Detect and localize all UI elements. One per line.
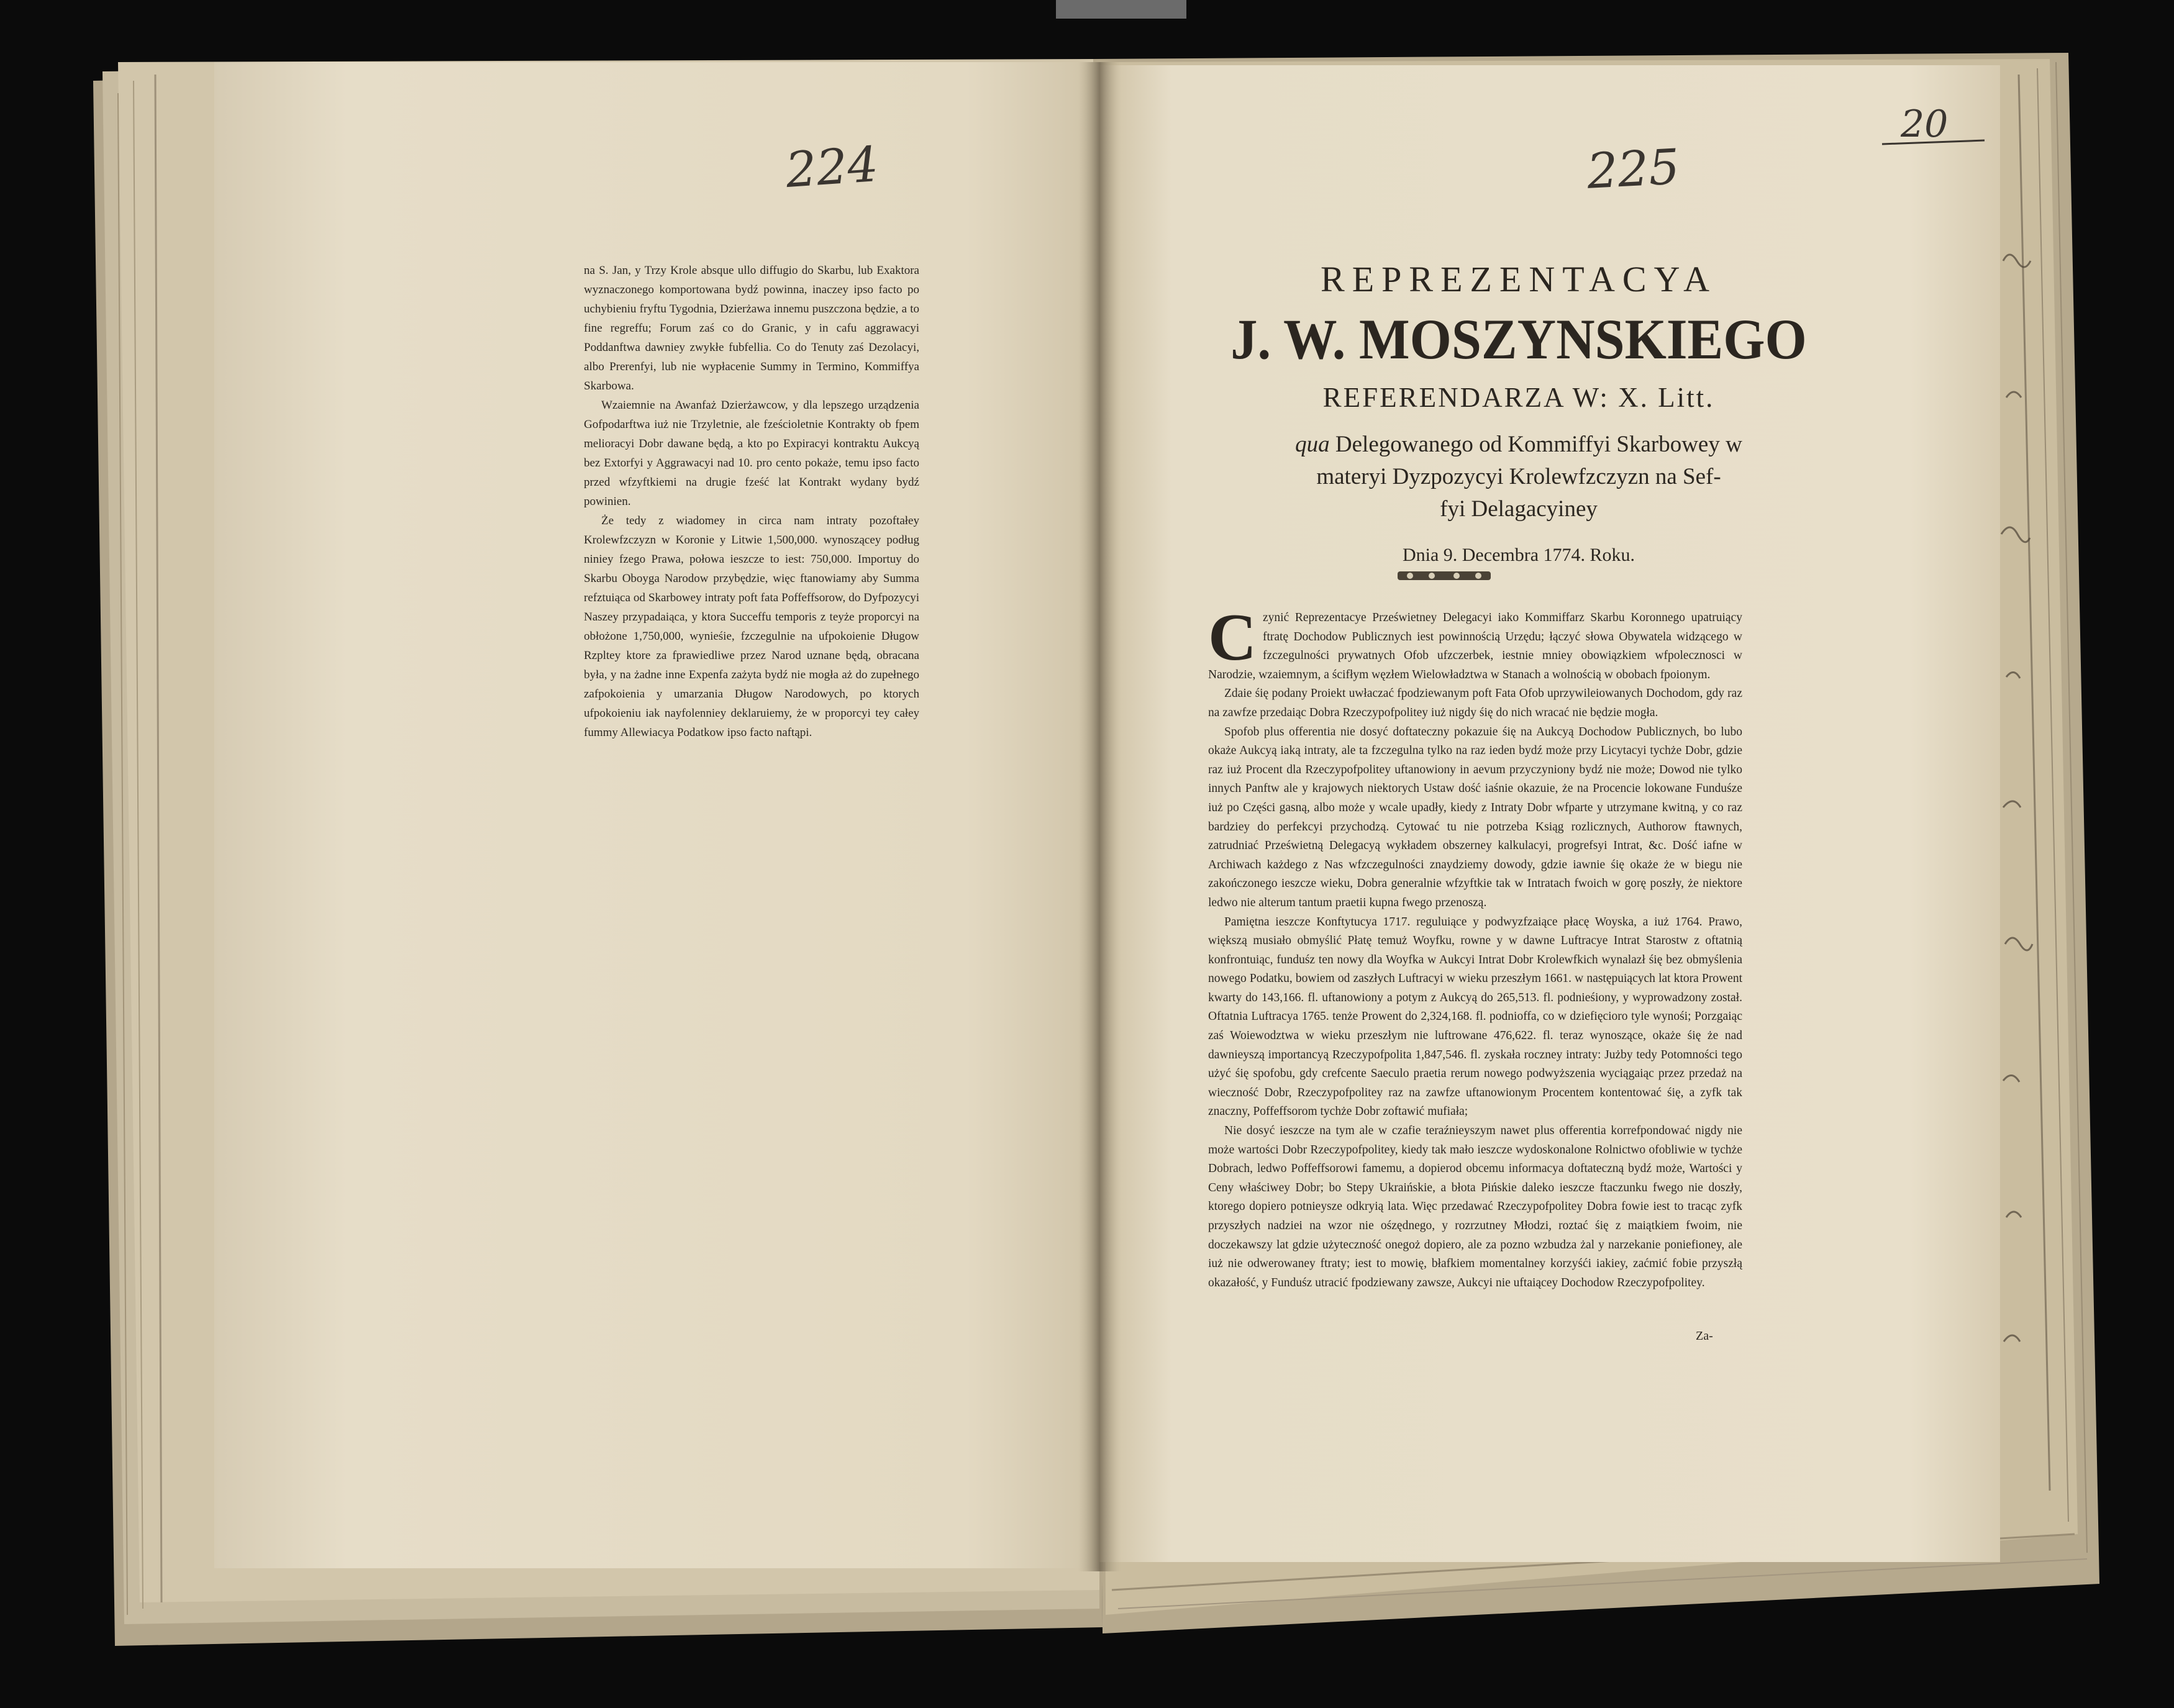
right-paragraph: Pamiętna ieszcze Konftytucya 1717. reguluiące y podwyzfzaiące płacę Woyska, a iuż 1764. Prawo, większą musiało obmyślić Płatę temuż Woyfku, rowne y w dawne Luftracye Intrat Starostw z oftatnią konfrontuiąc, funduśz ten nowy dla Woyfka w Aukcyi Intrat Dobr Krolewfkich wynalazł śię bez obmyślenia nowego Podatku, bowiem od zaszłych Luftracyi w wieku przeszłym 1661. w następuiących lat ktora Prowent kwarty do 143,166. fl. uftanowiony a potym z Aukcyą do 265,513. fl. podnieśiony, y wyprowadzony został. Oftatnia Luftracya 1765. tenże Prowent do 2,324,168. fl. podnioffa, co w dziefięcioro tyle wynośi; Porzgaiąc zaś Woiewodztwa w wieku przeszłym nie luftrowane 476,622. fl. teraz wynoszące, okaże śię że nad dawnieyszą importancyą Rzeczypofpolita 1,847,546. fl. zyskała roczney intraty: Jużby tedy Potomności tego użyć śię spofobu, gdy crefcente Saeculo praetia rerum nowego podwyższenia wyciągaiąc przez przedaż na wieczność Dobr, Rzeczypofpolitey raz na zawfze uftanowionym Procentem kontentować śię, a zyfk tak znaczny, Poffeffsorom tychże Dobr zoftawić mufiała; [1208, 915, 1742, 1119]
left-paragraph: na S. Jan, y Trzy Krole absque ullo diffugio do Skarbu, lub Exaktora wyznaczonego komportowana bydź powinna, inaczey ipso facto po uchybieniu fryftu Tygodnia, Dzierżawa innemu puszczona będzie, a to fine regreffu; Forum zaś co do Granic, y in cafu aggrawacyi Poddanftwa dawniey zwykłe fubfellia. Co do Tenuty zaś Dezolacyi, albo Prerenfyi, lub nie wypłacenie Summy in Termino, Kommiffya Skarbowa. [584, 264, 919, 393]
gutter-shadow [1078, 62, 1121, 1571]
subtitle-line2: materyi Dyzpozycyi Krolewfzczyzn na Sef- [1316, 464, 1721, 489]
first-paragraph-text: zynić Reprezentacye Prześwietney Delegacyi iako Kommiffarz Skarbu Koronnego upatruiący ftratę Dochodow Publicznych iest powinnością Urzędu; łączyć słowa Obywatela widzącego w fzczegulności prywatnych Ofob ufzczerbek, iestnie mniey obowiązkiem wfpolecznosci w Narodzie, wzaiemnym, a ścifłym węzłem Wielowładztwa w Stanach a wolnością w obobach fpoionym. [1208, 611, 1742, 681]
clip-mark [1056, 0, 1186, 19]
drop-cap: C [1208, 601, 1257, 675]
title-block [1168, 255, 1870, 569]
folio-number-right: 225 [1585, 139, 1681, 200]
right-page-text [1208, 601, 1742, 1292]
right-paragraph: Spofob plus offerentia nie dosyć doftateczny pokazuie śię na Aukcyą Dochodow Publicznych, bo lubo okaże Aukcyą iaką intraty, ale ta fzczegulna tylko na raz ieden bydź może przy Licytacyi tychże Dobr, gdzie raz iuż Procent dla Rzeczypofpolitey uftanowiony in aevum przyczyniony bydź nie może; Dowod nie tylko innych Panftw ale y krajowych niektorych Ustaw dość iaśnie okazuie, że na Procencie lokowane Funduśze iuż po Części gasną, albo może y wcale upadły, kiedy z Intraty Dobr wfparte y utrzymane kwitną, y co raz bardziey do perfekcyi przychodzą. Cytować tu nie potrzeba Ksiąg rozlicznych, Authorow ftawnych, zatrudniać Prześwietną Delegacyą wykładem obszerney kalkulacyi, progrefsyi Intrat, &c. Dość iafne w Archiwach każdego z Nas wfzczegulności znaydziemy dowody, gdzie iawnie śię okaże że w biegu nie zakończonego ieszcze wieku, Dobra generalnie wfzyftkie tak w Intratach fwoich w gorę poszły, że niektore ledwo nie alterum tantum praetii kupna fwego przenoszą. [1208, 725, 1742, 909]
left-paragraph: Że tedy z wiadomey in circa nam intraty pozoftałey Krolewfzczyzn w Koronie y Litwie 1,500,000. wynoszącey podług niniey fzego Prawa, połowa ieszcze to iest: 750,000. Importuy do Skarbu Oboyga Narodow przybędzie, więc ftanowiamy aby Summa refztuiąca od Skarbowey intraty poft fata Poffeffsorow, do Dyfpozycyi Naszey przypadaiąca, y ktora Succeffu temporis z teyże proporcyi na obłożone 1,750,000, wynieśie, fzczegulnie na ufpokoienie Długow Rzpltey ktore za fprawiedliwe przez Narod uznane będą, obracana była, y na żadne inne Expenfa zażyta bydź nie mogła aż do zupełnego zafpokoienia y umarzania Długow Narodowych, po ktorych ufpokoieniu iak nayfolenniey deklaruiemy, że w proporcyi tey całey fummy Allewiacya Podatkow ipso facto naftąpi. [584, 514, 919, 739]
catchword: Za- [1696, 1329, 1713, 1343]
title-referendarza: REFERENDARZA W: X. Litt. [1322, 382, 1715, 413]
right-paragraph [1208, 601, 1742, 684]
title-subtitle [1168, 429, 1870, 525]
ornament-rule [1398, 571, 1491, 580]
right-paragraph: Zdaie śię podany Proiekt uwłaczać fpodziewanym poft Fata Ofob uprzywileiowanych Dochodom, gdy raz na zawfze przedaiąc Dobra Rzeczypofpolitey iuż nigdy śię do nich wracać nie będzie mogła. [1208, 687, 1742, 719]
title-date: Dnia 9. Decembra 1774. Roku. [1402, 545, 1635, 565]
folio-number-left: 224 [784, 136, 880, 199]
left-page-text [584, 261, 919, 742]
title-moszynskiego: J. W. MOSZYNSKIEGO [1230, 307, 1807, 371]
folio-corner-number: 20 [1901, 102, 1949, 146]
title-reprezentacya: REPREZENTACYA [1321, 259, 1717, 299]
right-paragraph: Nie dosyć ieszcze na tym ale w czafie teraźnieyszym nawet plus offerentia korrefpondować nigdy nie może wartości Dobr Rzeczypofpolitey, kiedy tak mało ieszcze wydoskonalone Rolnictwo ofobliwie w tychże Dobrach, ledwo Poffeffsorowi famemu, a dopierod obcemu informacya doftateczną bydź może, Wartości y Ceny właściwey Dobr; bo Stepy Ukraińskie, a błota Pińskie daleko ieszcze ftaczunku fwego nie doszły, ktorego dopiero potnieysze odkryią lata. Więc przedawać Rzeczypofpolitey Dobra fowie iest to tracąc zyfk przyszłych nadziei na wzor nie ośzędnego, y rozrzutney Młodzi, roztać śię z maiątkiem fwoim, nie doczekawszy lat gdzie użyteczność onegoż dopiero, ale za pozno wzbudza żal y narzekanie poniefioney, ale iuż nie odwerowaney ftraty; iest to mowię, błafkiem momentalney korzyśći iakiey, zaćmić fobie przyszłą okazałość, y Funduśz utracić fpodziewany zawsze, Aukcyi nie uftaiącey Dochodow Rzeczypofpolitey. [1208, 1124, 1742, 1289]
left-paragraph: Wzaiemnie na Awanfaż Dzierżawcow, y dla lepszego urządzenia Gofpodarftwa iuż nie Trzyletnie, ale fześcioletnie Kontrakty ob fpem melioracyi Dobr dawane będą, a kto po Expiracyi kontraktu Aukcyą bez Extorfyi y Aggrawacyi nad 10. pro cento pokaże, temu ipso facto przed wfzyftkiemi na drugie fześć lat Kontrakt wydany bydź powinien. [584, 399, 919, 508]
subtitle-qua: qua [1295, 432, 1330, 457]
subtitle-line1: Delegowanego od Kommiffyi Skarbowey w [1329, 432, 1742, 457]
subtitle-line3: fyi Delagacyiney [1440, 496, 1598, 522]
